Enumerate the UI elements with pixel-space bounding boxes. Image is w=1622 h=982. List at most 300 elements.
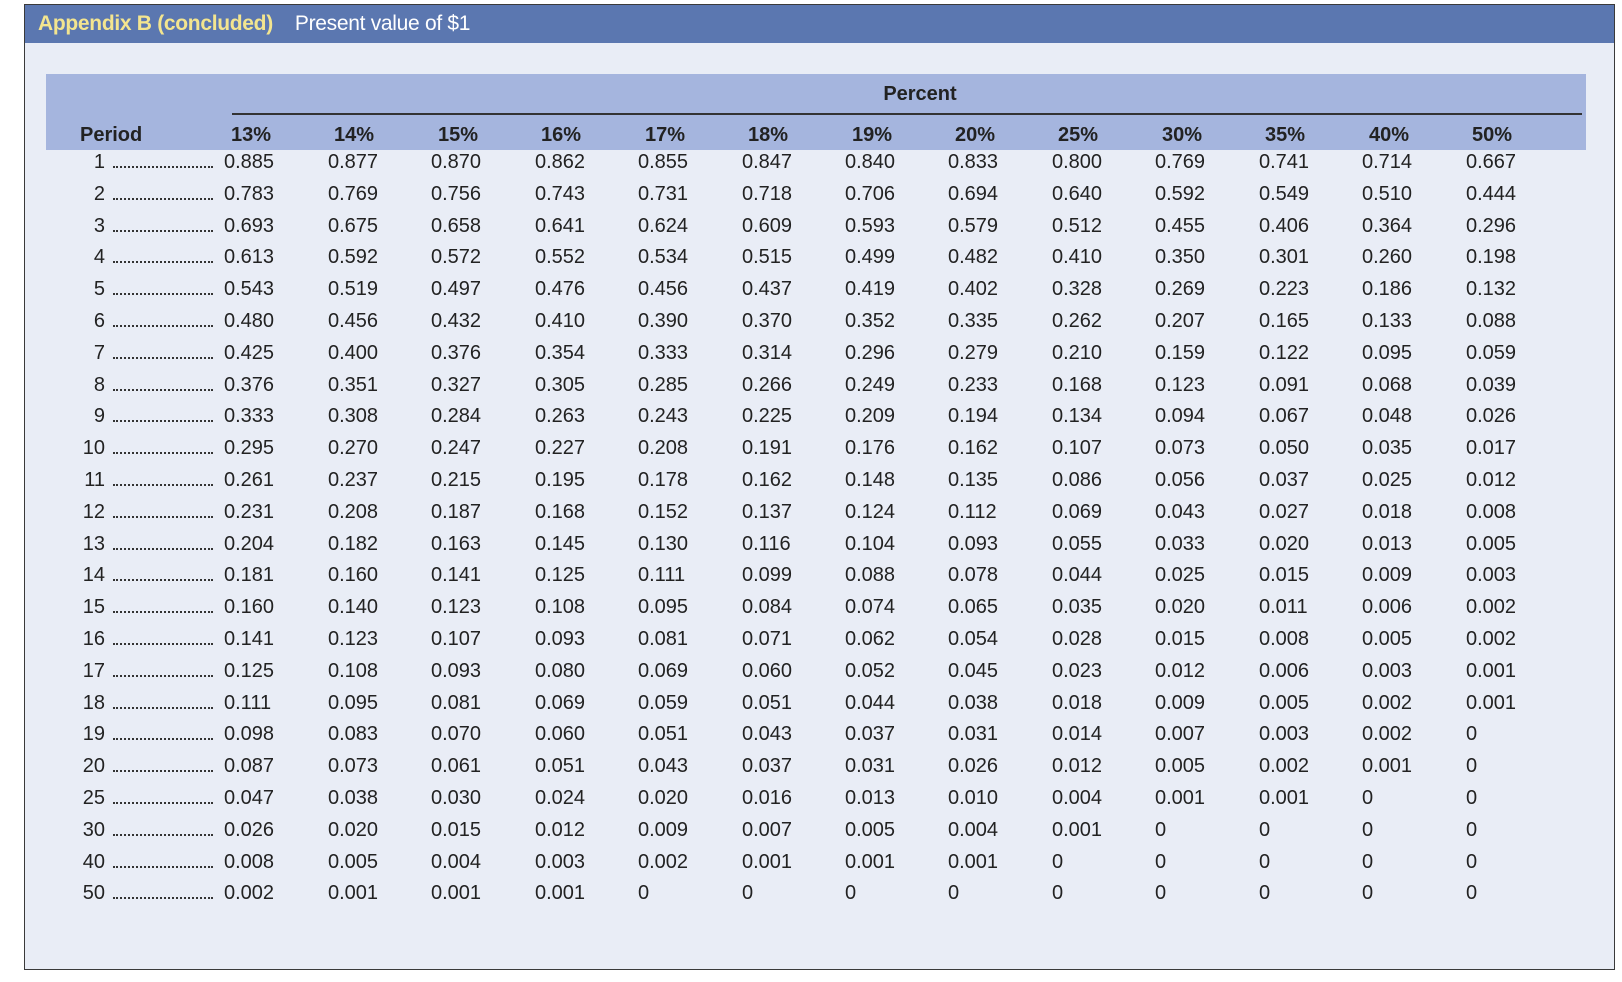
value-cell: 0.013 [845,787,896,809]
value-cell: 0.073 [1155,437,1206,460]
value-cell: 0.037 [742,755,793,778]
value-cell: 0 [1259,850,1271,873]
value-cell: 0.480 [224,310,275,332]
value-cell: 0.062 [845,628,896,650]
value-cell: 0.009 [1362,564,1413,587]
value-cell: 0.640 [1052,182,1103,205]
value-cell: 0 [1466,818,1478,841]
value-cell: 0.862 [535,151,586,173]
appendix-table-panel [24,4,1615,970]
value-cell: 0.001 [431,882,482,905]
value-cell: 0.023 [1052,659,1103,682]
value-cell: 0.400 [328,341,379,364]
dot-leader [113,866,213,868]
value-cell: 0.027 [1259,500,1310,523]
value-cell: 0.123 [1155,373,1206,396]
value-cell: 0.305 [535,373,586,396]
value-cell: 0.209 [845,405,896,428]
value-cell: 0 [1155,818,1167,841]
column-header: 40% [1368,124,1410,146]
period-cell: 50 [82,882,105,905]
value-cell: 0.001 [742,850,793,873]
value-cell: 0.855 [638,151,689,173]
value-cell: 0.007 [742,818,793,841]
dot-leader [113,325,213,327]
value-cell: 0.091 [1259,373,1310,396]
value-cell: 0.008 [1259,628,1310,650]
value-cell: 0.549 [1259,182,1310,205]
value-cell: 0.247 [431,437,482,460]
value-cell: 0.002 [1362,691,1413,714]
value-cell: 0.579 [948,214,999,237]
table-row [25,242,1616,272]
value-cell: 0.437 [742,278,793,301]
value-cell: 0.107 [1052,437,1103,460]
table-row [25,560,1616,590]
value-cell: 0.145 [535,532,586,555]
table-row [25,370,1616,400]
value-cell: 0.269 [1155,278,1206,301]
value-cell: 0.163 [431,532,482,555]
table-row [25,688,1616,718]
column-header: 30% [1161,124,1203,146]
value-cell: 0.047 [224,787,275,809]
value-cell: 0.095 [328,691,379,714]
dot-leader [113,738,213,740]
table-row [25,847,1616,877]
value-cell: 0.204 [224,532,275,555]
value-cell: 0.444 [1466,182,1517,205]
value-cell: 0.162 [742,469,793,491]
table-row [25,878,1616,908]
value-cell: 0.081 [431,691,482,714]
value-cell: 0.002 [638,850,689,873]
value-cell: 0.223 [1259,278,1310,301]
value-cell: 0.025 [1362,469,1413,491]
value-cell: 0.178 [638,469,689,491]
value-cell: 0.008 [224,850,275,873]
table-row [25,751,1616,781]
table-row [25,815,1616,845]
table-row [25,433,1616,463]
value-cell: 0.001 [1052,818,1103,841]
value-cell: 0.410 [1052,246,1103,269]
value-cell: 0.001 [1466,659,1517,682]
value-cell: 0.052 [845,659,896,682]
value-cell: 0.186 [1362,278,1413,301]
value-cell: 0.002 [1466,596,1517,619]
value-cell: 0.030 [431,787,482,809]
value-cell: 0.005 [1362,628,1413,650]
value-cell: 0.140 [328,596,379,619]
dot-leader [113,802,213,804]
value-cell: 0.048 [1362,405,1413,428]
value-cell: 0.020 [638,787,689,809]
value-cell: 0.800 [1052,151,1103,173]
value-cell: 0 [845,882,857,905]
dot-leader [113,293,213,295]
period-cell: 16 [82,628,105,650]
dot-leader [113,834,213,836]
value-cell: 0.141 [431,564,482,587]
value-cell: 0.285 [638,373,689,396]
value-cell: 0 [742,882,754,905]
table-row [25,656,1616,686]
value-cell: 0.152 [638,500,689,523]
value-cell: 0.012 [535,818,586,841]
value-cell: 0.783 [224,182,275,205]
value-cell: 0.095 [638,596,689,619]
value-cell: 0.769 [328,182,379,205]
value-cell: 0.840 [845,151,896,173]
value-cell: 0.037 [845,723,896,746]
value-cell: 0.011 [1259,596,1308,619]
value-cell: 0.718 [742,182,793,205]
value-cell: 0.122 [1259,341,1310,364]
value-cell: 0.001 [845,850,896,873]
value-cell: 0.018 [1052,691,1103,714]
value-cell: 0.037 [1259,469,1310,491]
value-cell: 0.069 [1052,500,1103,523]
value-cell: 0.208 [638,437,689,460]
value-cell: 0.208 [328,500,379,523]
dot-leader [113,897,213,899]
value-cell: 0.731 [638,182,689,205]
period-cell: 8 [93,373,105,396]
period-cell: 18 [82,691,105,714]
value-cell: 0.510 [1362,182,1413,205]
dot-leader [113,166,213,168]
period-cell: 7 [93,341,105,364]
value-cell: 0.051 [535,755,586,778]
value-cell: 0.015 [1155,628,1206,650]
value-cell: 0.327 [431,373,482,396]
value-cell: 0.060 [742,659,793,682]
value-cell: 0.159 [1155,341,1206,364]
value-cell: 0.024 [535,787,586,809]
table-row [25,529,1616,559]
value-cell: 0.624 [638,214,689,237]
period-cell: 14 [82,564,105,587]
value-cell: 0.012 [1155,659,1206,682]
value-cell: 0.515 [742,246,793,269]
value-cell: 0.012 [1466,469,1517,491]
value-cell: 0 [1052,850,1064,873]
value-cell: 0.067 [1259,405,1310,428]
value-cell: 0.476 [535,278,586,301]
value-cell: 0.005 [1259,691,1310,714]
value-cell: 0.390 [638,310,689,332]
value-cell: 0.044 [1052,564,1103,587]
column-header: 20% [954,124,996,146]
value-cell: 0.080 [535,659,586,682]
period-cell: 1 [93,151,105,173]
value-cell: 0.125 [224,659,275,682]
table-row [25,401,1616,431]
value-cell: 0.364 [1362,214,1413,237]
dot-leader [113,420,213,422]
value-cell: 0.043 [1155,500,1206,523]
value-cell: 0.354 [535,341,586,364]
value-cell: 0.093 [948,532,999,555]
value-cell: 0.263 [535,405,586,428]
value-cell: 0.009 [1155,691,1206,714]
value-cell: 0.003 [535,850,586,873]
value-cell: 0.296 [1466,214,1517,237]
value-cell: 0.243 [638,405,689,428]
value-cell: 0.187 [431,500,482,523]
value-cell: 0.756 [431,182,482,205]
dot-leader [113,707,213,709]
value-cell: 0.108 [535,596,586,619]
value-cell: 0.083 [328,723,379,746]
value-cell: 0.078 [948,564,999,587]
value-cell: 0.017 [1466,437,1517,460]
value-cell: 0.004 [948,818,999,841]
column-header: 18% [747,124,789,146]
value-cell: 0.419 [845,278,896,301]
value-cell: 0.376 [431,341,482,364]
value-cell: 0.333 [224,405,275,428]
value-cell: 0.018 [1362,500,1413,523]
value-cell: 0 [1155,882,1167,905]
value-cell: 0.005 [845,818,896,841]
value-cell: 0.005 [1466,532,1517,555]
value-cell: 0.001 [328,882,379,905]
period-cell: 25 [82,787,105,809]
value-cell: 0.497 [431,278,482,301]
period-column-header: Period [80,124,143,146]
value-cell: 0 [1466,787,1478,809]
title-bar [25,5,1614,43]
dot-leader [113,579,213,581]
value-cell: 0.165 [1259,310,1310,332]
value-cell: 0 [1466,882,1478,905]
value-cell: 0.350 [1155,246,1206,269]
value-cell: 0 [1362,787,1374,809]
value-cell: 0.333 [638,341,689,364]
dot-leader [113,484,213,486]
value-cell: 0.060 [535,723,586,746]
value-cell: 0.043 [742,723,793,746]
value-cell: 0 [1362,818,1374,841]
value-cell: 0.667 [1466,151,1517,173]
column-header: 50% [1471,124,1513,146]
value-cell: 0.050 [1259,437,1310,460]
value-cell: 0.035 [1362,437,1413,460]
value-cell: 0.026 [948,755,999,778]
value-cell: 0.002 [1362,723,1413,746]
value-cell: 0 [1052,882,1064,905]
column-header: 14% [333,124,375,146]
value-cell: 0.352 [845,310,896,332]
value-cell: 0.093 [535,628,586,650]
value-cell: 0.210 [1052,341,1103,364]
value-cell: 0.714 [1362,151,1413,173]
value-cell: 0.112 [948,500,997,523]
value-cell: 0.068 [1362,373,1413,396]
value-cell: 0.005 [1155,755,1206,778]
value-cell: 0.456 [638,278,689,301]
table-row [25,274,1616,304]
value-cell: 0.004 [1052,787,1103,809]
value-cell: 0.107 [431,628,482,650]
dot-leader [113,357,213,359]
column-header: 17% [644,124,686,146]
value-cell: 0.038 [948,691,999,714]
value-cell: 0.043 [638,755,689,778]
dot-leader [113,230,213,232]
value-cell: 0.215 [431,469,482,491]
table-title: Present value of $1 [294,12,471,35]
value-cell: 0.004 [431,850,482,873]
period-cell: 30 [82,818,105,841]
period-cell: 12 [82,500,105,523]
value-cell: 0.015 [1259,564,1310,587]
value-cell: 0.328 [1052,278,1103,301]
dot-leader [113,452,213,454]
value-cell: 0.002 [1259,755,1310,778]
value-cell: 0.038 [328,787,379,809]
value-cell: 0.135 [948,469,999,491]
value-cell: 0.031 [948,723,999,746]
value-cell: 0.198 [1466,246,1517,269]
period-cell: 3 [93,214,105,237]
value-cell: 0.168 [535,500,586,523]
value-cell: 0.134 [1052,405,1103,428]
value-cell: 0.061 [431,755,482,778]
value-cell: 0.069 [535,691,586,714]
value-cell: 0.455 [1155,214,1206,237]
value-cell: 0.124 [845,500,896,523]
value-cell: 0.295 [224,437,275,460]
value-cell: 0.592 [1155,182,1206,205]
value-cell: 0.233 [948,373,999,396]
value-cell: 0.084 [742,596,793,619]
value-cell: 0.069 [638,659,689,682]
value-cell: 0.168 [1052,373,1103,396]
value-cell: 0.088 [845,564,896,587]
table-row [25,624,1616,654]
value-cell: 0.033 [1155,532,1206,555]
dot-leader [113,611,213,613]
value-cell: 0.059 [638,691,689,714]
value-cell: 0.552 [535,246,586,269]
value-cell: 0.056 [1155,469,1206,491]
value-cell: 0.013 [1362,532,1413,555]
value-cell: 0.160 [328,564,379,587]
value-cell: 0.279 [948,341,999,364]
value-cell: 0.132 [1466,278,1517,301]
value-cell: 0.020 [1259,532,1310,555]
table-row [25,306,1616,336]
value-cell: 0.410 [535,310,586,332]
value-cell: 0.087 [224,755,275,778]
table-row [25,719,1616,749]
value-cell: 0.270 [328,437,379,460]
percent-group-header: Percent [883,83,957,105]
value-cell: 0.009 [638,818,689,841]
value-cell: 0.055 [1052,532,1103,555]
value-cell: 0.593 [845,214,896,237]
dot-leader [113,389,213,391]
period-cell: 6 [93,310,105,332]
value-cell: 0.512 [1052,214,1103,237]
value-cell: 0.108 [328,659,379,682]
period-cell: 4 [93,246,105,269]
value-cell: 0.081 [638,628,689,650]
value-cell: 0.111 [224,691,272,714]
period-cell: 11 [84,469,105,491]
percent-header-rule [232,113,1582,115]
value-cell: 0.044 [845,691,896,714]
value-cell: 0.658 [431,214,482,237]
table-row [25,147,1616,177]
value-cell: 0.123 [431,596,482,619]
value-cell: 0.137 [742,500,793,523]
value-cell: 0.003 [1259,723,1310,746]
value-cell: 0.499 [845,246,896,269]
value-cell: 0.045 [948,659,999,682]
value-cell: 0.675 [328,214,379,237]
value-cell: 0.693 [224,214,275,237]
value-cell: 0.025 [1155,564,1206,587]
column-header: 35% [1264,124,1306,146]
value-cell: 0.026 [224,818,275,841]
value-cell: 0.694 [948,182,999,205]
value-cell: 0.237 [328,469,379,491]
value-cell: 0.035 [1052,596,1103,619]
value-cell: 0.432 [431,310,482,332]
value-cell: 0.070 [431,723,482,746]
value-cell: 0.769 [1155,151,1206,173]
value-cell: 0.104 [845,532,896,555]
value-cell: 0.296 [845,341,896,364]
value-cell: 0.741 [1259,151,1310,173]
period-cell: 10 [82,437,105,460]
value-cell: 0.141 [224,628,275,650]
value-cell: 0.195 [535,469,586,491]
value-cell: 0.613 [224,246,275,269]
value-cell: 0 [638,882,650,905]
value-cell: 0.847 [742,151,793,173]
value-cell: 0.456 [328,310,379,332]
value-cell: 0 [1466,850,1478,873]
value-cell: 0.162 [948,437,999,460]
value-cell: 0.176 [845,437,896,460]
period-cell: 15 [82,596,105,619]
period-cell: 17 [82,659,105,682]
value-cell: 0.005 [328,850,379,873]
value-cell: 0.016 [742,787,793,809]
value-cell: 0.572 [431,246,482,269]
dot-leader [113,643,213,645]
value-cell: 0.020 [328,818,379,841]
value-cell: 0.111 [638,564,686,587]
value-cell: 0.003 [1362,659,1413,682]
value-cell: 0.051 [638,723,689,746]
value-cell: 0.088 [1466,310,1517,332]
dot-leader [113,675,213,677]
value-cell: 0.133 [1362,310,1413,332]
value-cell: 0.001 [1362,755,1413,778]
value-cell: 0.262 [1052,310,1103,332]
column-header: 13% [230,124,272,146]
value-cell: 0.370 [742,310,793,332]
value-cell: 0.706 [845,182,896,205]
value-cell: 0.376 [224,373,275,396]
value-cell: 0.335 [948,310,999,332]
